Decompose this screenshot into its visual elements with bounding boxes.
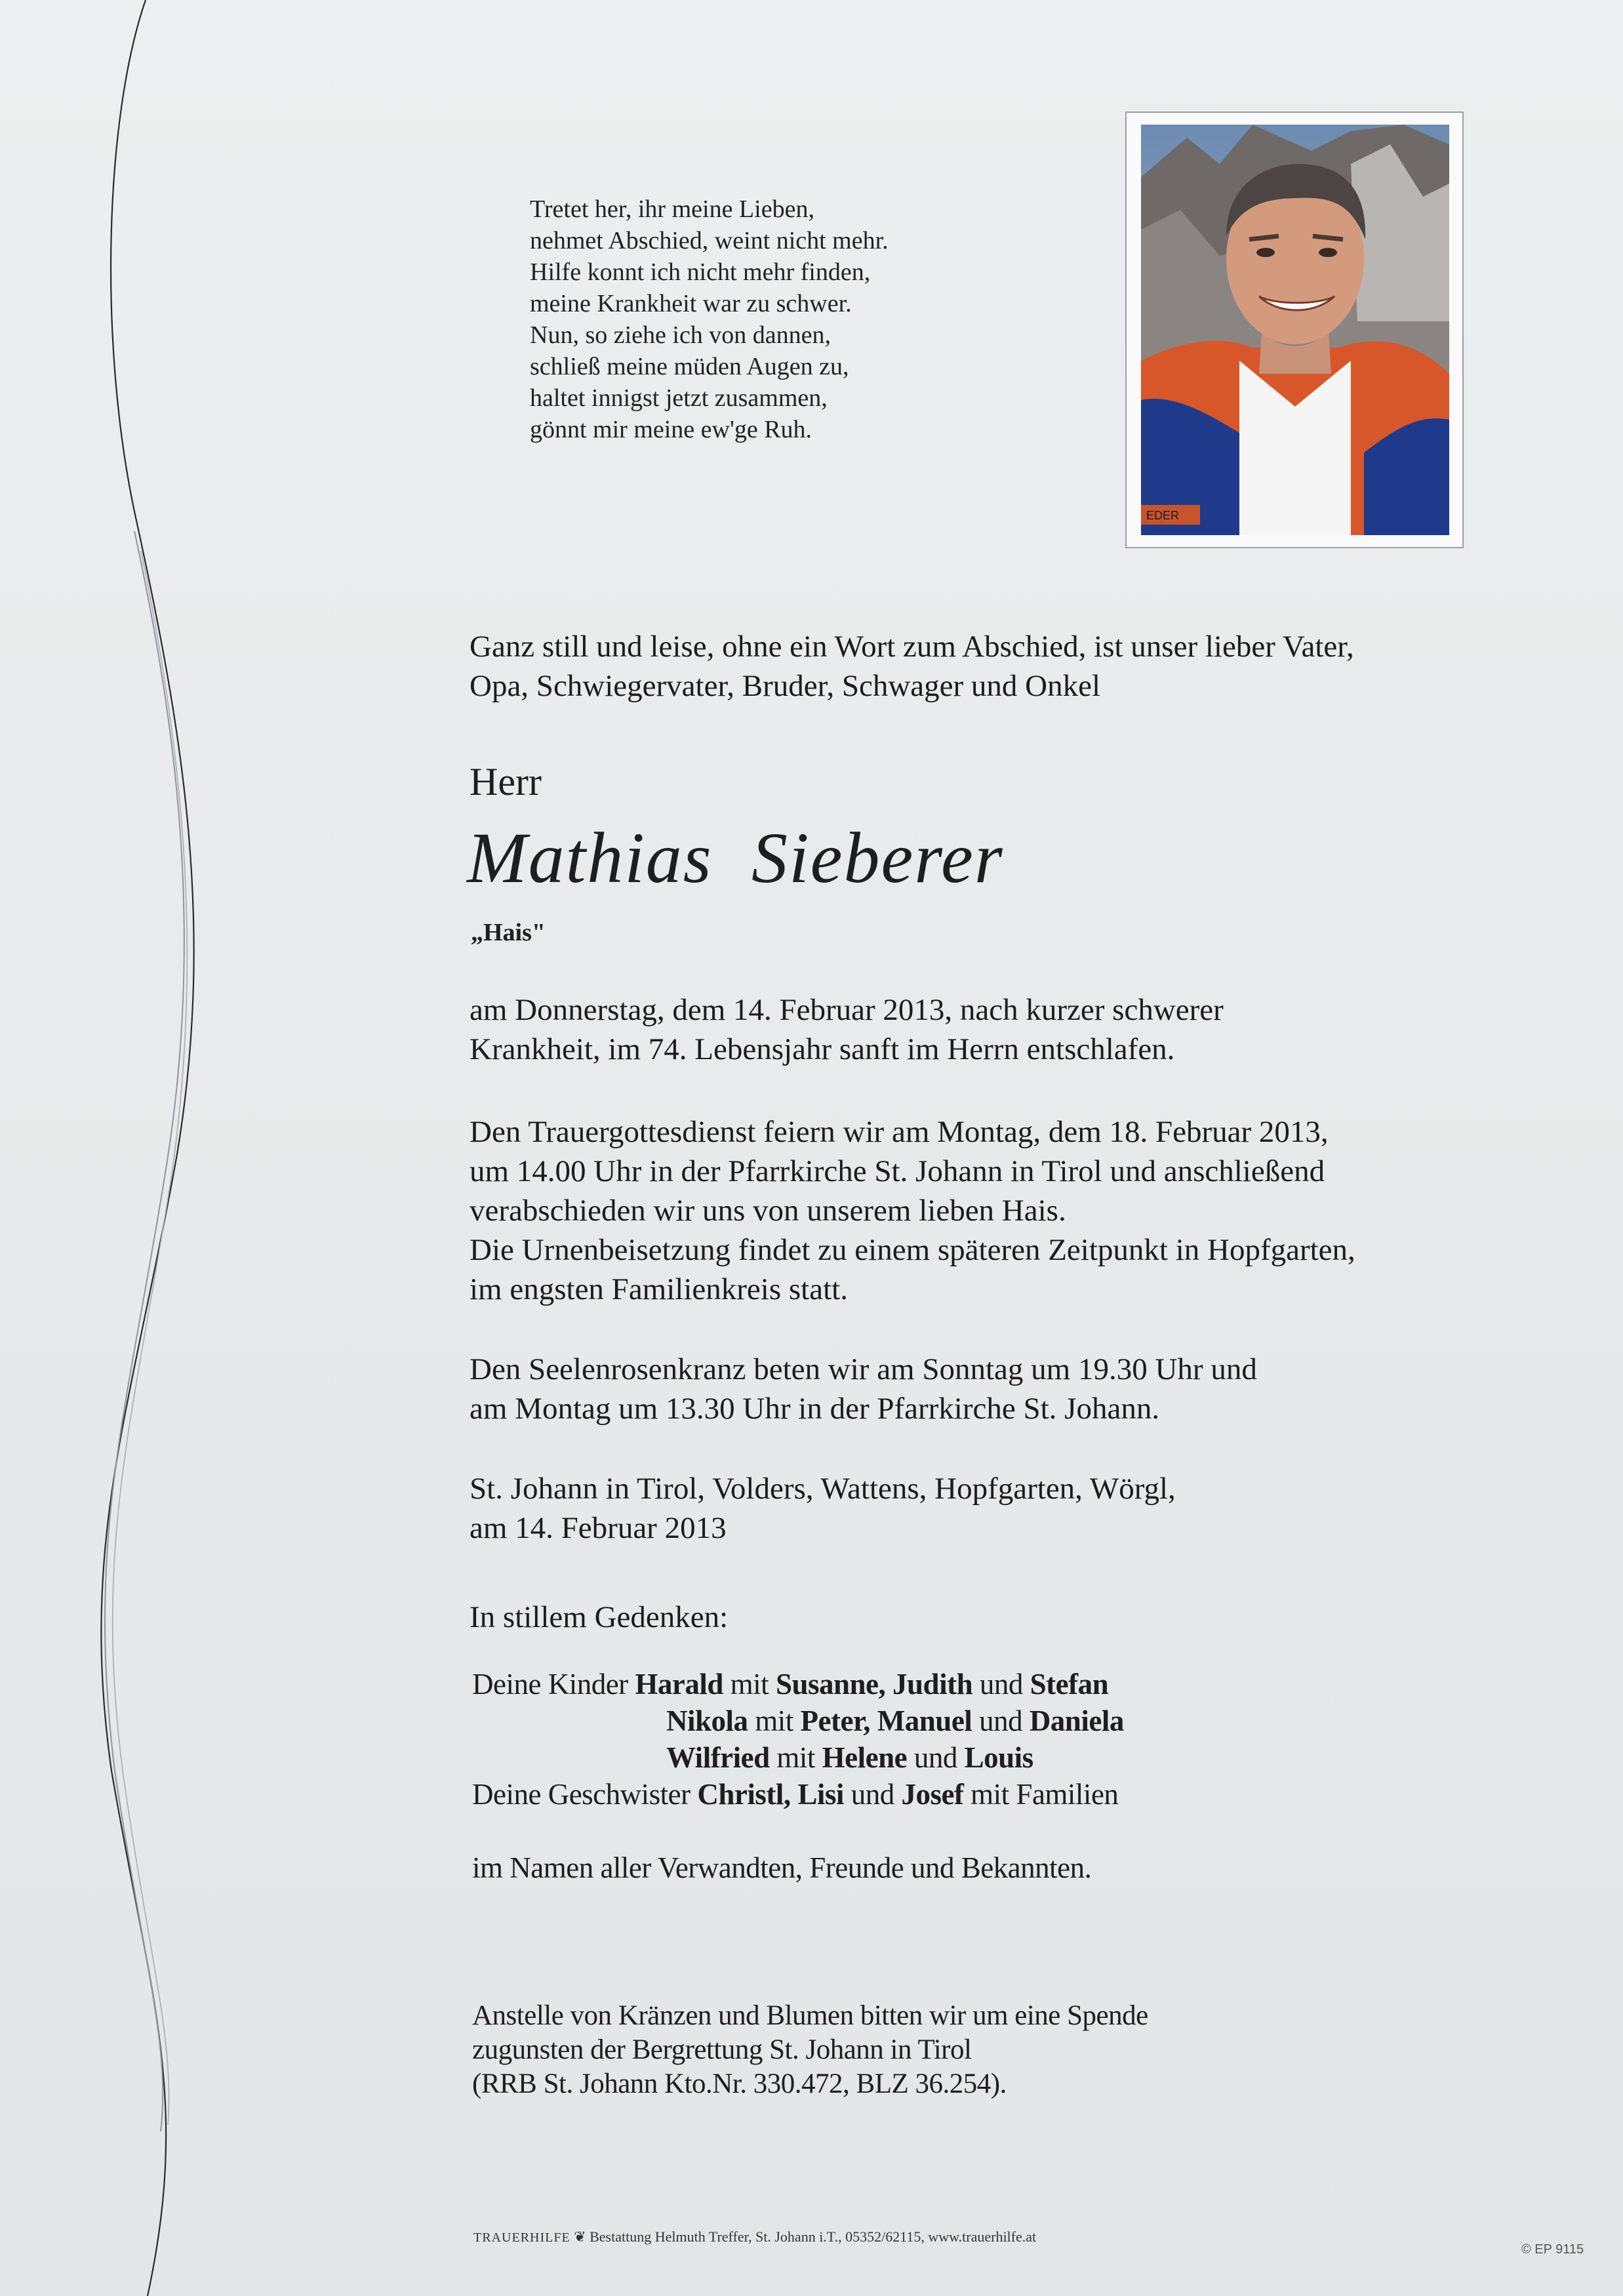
donation-line: zugunsten der Bergrettung St. Johann in Tirol [472,2034,972,2065]
footer-text: Bestattung Helmuth Treffer, St. Johann i.T., 05352/62115, www.trauerhilfe.at [590,2228,1037,2245]
deceased-name: Mathias Sieberer [467,818,1004,898]
place-date-line: am 14. Februar 2013 [470,1511,727,1545]
print-code: © EP 9115 [1521,2242,1584,2257]
service-line: um 14.00 Uhr in der Pfarrkirche St. Johann in Tirol und anschließend [470,1154,1325,1188]
footer [473,2228,1036,2246]
family-line-kinder: Deine Kinder Harald mit Susanne, Judith und Stefan [472,1668,1109,1701]
place-date [470,1469,1176,1548]
rosary-line: am Montag um 13.30 Uhr in der Pfarrkirche St. Johann. [470,1392,1160,1426]
portrait-photo [1141,125,1449,535]
names-all: im Namen aller Verwandten, Freunde und Bekannten. [472,1851,1092,1884]
service-line: im engsten Familienkreis statt. [470,1272,848,1306]
service-line: verabschieden wir uns von unserem lieben Hais. [470,1194,1066,1228]
poem-line: schließ meine müden Augen zu, [530,353,849,380]
donation-request [472,1999,1148,2101]
poem-line: gönnt mir meine ew'ge Ruh. [530,416,812,443]
donation-line: (RRB St. Johann Kto.Nr. 330.472, BLZ 36.254). [472,2068,1007,2099]
poem-line: nehmet Abschied, weint nicht mehr. [530,227,889,254]
death-notice [470,990,1224,1069]
family-line-wilfried: Wilfried mit Helene und Louis [666,1741,1033,1774]
poem-line: Tretet her, ihr meine Lieben, [530,195,814,223]
donation-line: Anstelle von Kränzen und Blumen bitten wir um eine Spende [472,2000,1148,2031]
poem-line: Hilfe konnt ich nicht mehr finden, [530,258,871,286]
family-line-geschwister: Deine Geschwister Christl, Lisi und Josef mit Familien [472,1778,1119,1811]
service-info [470,1112,1355,1309]
rosary-info [470,1350,1257,1428]
intro-line: Opa, Schwiegervater, Bruder, Schwager und Onkel [470,669,1101,703]
portrait-frame [1125,111,1464,548]
place-date-line: St. Johann in Tirol, Volders, Wattens, Hopfgarten, Wörgl, [470,1472,1176,1506]
poem [530,193,889,445]
intro [470,627,1354,706]
intro-line: Ganz still und leise, ohne ein Wort zum Abschied, ist unser lieber Vater, [470,630,1354,664]
rosary-line: Den Seelenrosenkranz beten wir am Sonntag um 19.30 Uhr und [470,1352,1257,1386]
salutation: Herr [470,760,542,803]
death-line: Krankheit, im 74. Lebensjahr sanft im Herrn entschlafen. [470,1032,1175,1066]
nickname: „Hais" [471,919,546,946]
footer-logo: TRAUERHILFE [473,2230,571,2245]
flower-icon: ❦ [574,2228,586,2245]
poem-line: meine Krankheit war zu schwer. [530,290,852,317]
decorative-wave-lines [0,0,236,2296]
service-line: Die Urnenbeisetzung findet zu einem späteren Zeitpunkt in Hopfgarten, [470,1233,1355,1267]
family-line-nikola: Nikola mit Peter, Manuel und Daniela [666,1704,1124,1737]
poem-line: haltet innigst jetzt zusammen, [530,384,828,412]
service-line: Den Trauergottesdienst feiern wir am Montag, dem 18. Februar 2013, [470,1115,1329,1149]
gedenken-heading: In stillem Gedenken: [470,1600,729,1634]
poem-line: Nun, so ziehe ich von dannen, [530,321,832,349]
svg-text:EDER: EDER [1146,509,1180,522]
death-line: am Donnerstag, dem 14. Februar 2013, nach kurzer schwerer [470,993,1224,1027]
